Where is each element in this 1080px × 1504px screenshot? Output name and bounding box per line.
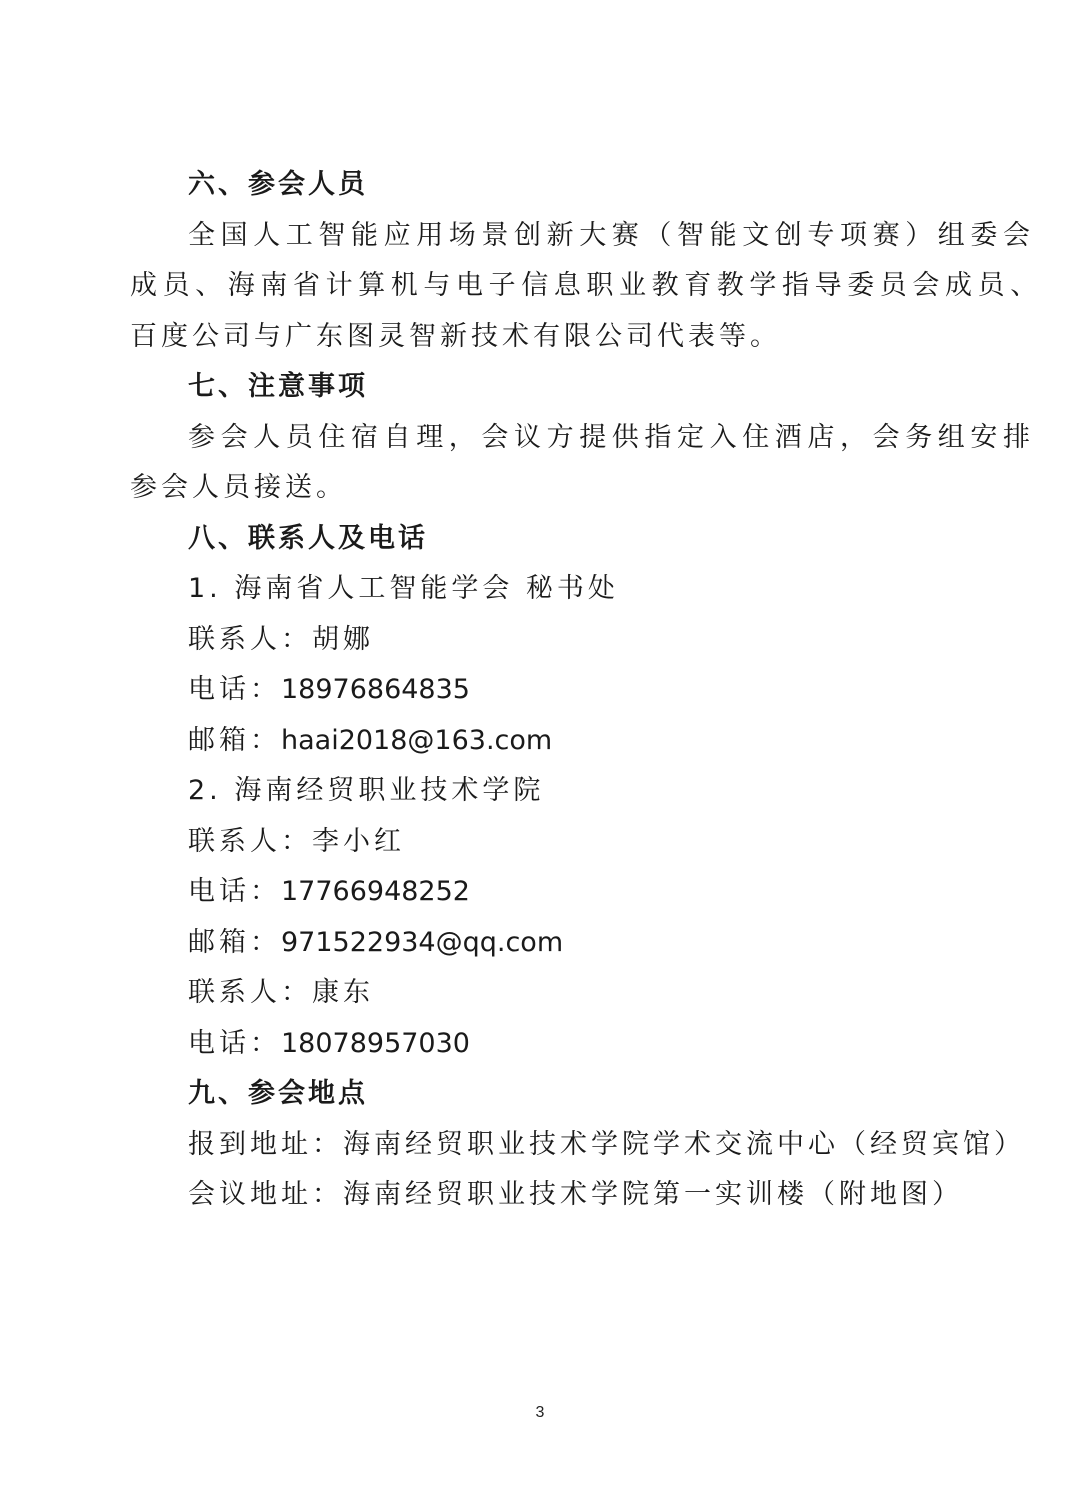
- phone-number: 18976864835: [281, 674, 470, 705]
- org-1-phone: [130, 665, 960, 716]
- email-address: 971522934@qq.com: [281, 926, 564, 958]
- org-2-phone-1: [130, 867, 960, 918]
- org-1-title: 1. 海南省人工智能学会 秘书处: [188, 573, 619, 604]
- email-label: 邮箱：: [188, 926, 281, 958]
- page-number: 3: [535, 1404, 545, 1421]
- phone-number: 18078957030: [281, 1027, 470, 1059]
- venue-address-line: [130, 1170, 963, 1221]
- org-1-email: [130, 716, 960, 767]
- checkin-address: 海南经贸职业技术学院学术交流中心（经贸宾馆）: [343, 1128, 1025, 1160]
- checkin-label: 报到地址：: [188, 1128, 343, 1160]
- org-2-title: 2. 海南经贸职业技术学院: [188, 775, 545, 806]
- contact-label: 联系人：: [188, 977, 312, 1008]
- section-6-paragraph-line-1: 全国人工智能应用场景创新大赛（智能文创专项赛）组委会: [188, 219, 1036, 251]
- section-8-heading: 八、联系人及电话: [188, 522, 428, 554]
- org-2-email-1: [130, 918, 960, 969]
- section-7-heading: 七、注意事项: [188, 371, 368, 402]
- contact-name: 康东: [312, 977, 374, 1008]
- email-address: haai2018@163.com: [281, 724, 553, 756]
- contact-name: 李小红: [312, 825, 405, 857]
- phone-label: 电话：: [188, 1027, 281, 1059]
- contact-name: 胡娜: [312, 623, 374, 655]
- org-1-contact: [130, 615, 960, 666]
- phone-label: 电话：: [188, 876, 281, 907]
- section-6-heading: 六、参会人员: [188, 169, 368, 200]
- section-7-paragraph-line-1: 参会人员住宿自理，会议方提供指定入住酒店，会务组安排: [188, 421, 1036, 453]
- org-2-contact-2: [130, 968, 960, 1019]
- document-body: [130, 160, 1043, 1221]
- section-6-paragraph-line-2: 成员、海南省计算机与电子信息职业教育教学指导委员会成员、: [130, 270, 1043, 301]
- section-6-paragraph-line-3: 百度公司与广东图灵智新技术有限公司代表等。: [130, 320, 781, 352]
- org-2-phone-2: [130, 1019, 960, 1070]
- org-2-contact-1: [130, 817, 960, 868]
- phone-number: 17766948252: [281, 876, 470, 907]
- section-7-paragraph-line-2: 参会人员接送。: [130, 472, 347, 503]
- venue-address: 海南经贸职业技术学院第一实训楼（附地图）: [343, 1179, 963, 1210]
- contact-label: 联系人：: [188, 623, 312, 655]
- checkin-address-line: [130, 1120, 1025, 1171]
- section-9-heading: 九、参会地点: [188, 1078, 368, 1109]
- contact-label: 联系人：: [188, 825, 312, 857]
- phone-label: 电话：: [188, 674, 281, 705]
- email-label: 邮箱：: [188, 724, 281, 756]
- venue-label: 会议地址：: [188, 1179, 343, 1210]
